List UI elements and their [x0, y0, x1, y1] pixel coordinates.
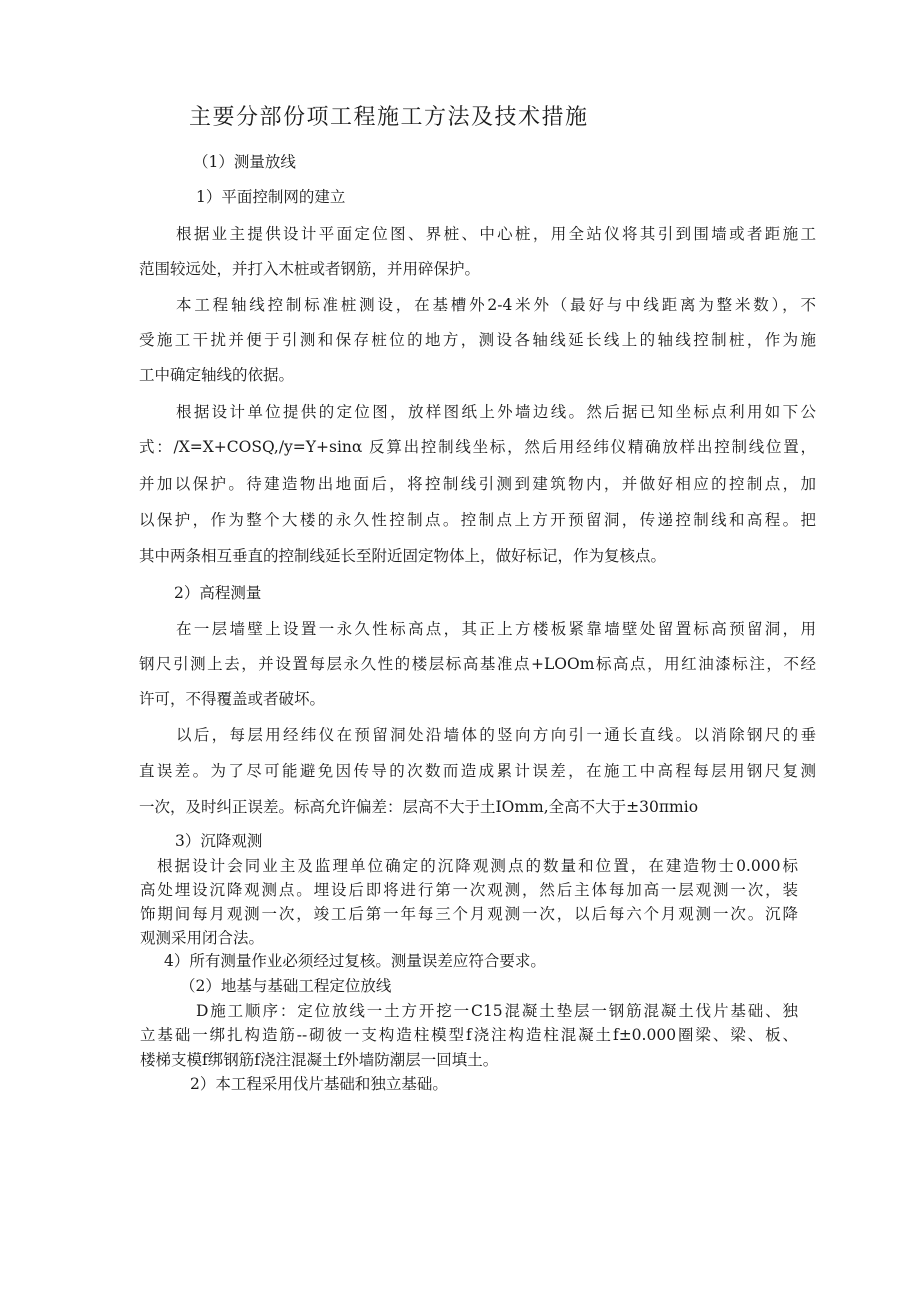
paragraph-line: 立基础一绑扎构造筋--砌彼一支构造柱模型f浇注构造柱混凝土f±0.000圈梁、梁、板、 — [140, 1026, 798, 1044]
section-heading-foundation: （2）地基与基础工程定位放线 — [180, 977, 392, 995]
paragraph-line: 一次，及时纠正误差。标高允许偏差：层高不大于土IOmm,全高不大于±30πmio — [139, 798, 699, 816]
paragraph-line: 许可，不得覆盖或者破坏。 — [139, 690, 326, 708]
paragraph-line: 根据业主提供设计平面定位图、界桩、中心桩，用全站仪将其引到围墙或者距施工 — [176, 225, 816, 243]
paragraph-line: 以保护，作为整个大楼的永久性控制点。控制点上方开预留洞，传递控制线和高程。把 — [139, 511, 816, 529]
paragraph-foundation-type: 2）本工程采用伐片基础和独立基础。 — [190, 1075, 448, 1093]
paragraph-line: 工中确定轴线的依据。 — [139, 366, 295, 384]
paragraph-line: 范围较远处，并打入木桩或者钢筋，并用碎保护。 — [139, 260, 481, 278]
paragraph-line: 在一层墙壁上设置一永久性标高点，其正上方楼板紧靠墙壁处留置标高预留洞，用 — [176, 620, 816, 638]
paragraph-line: 受施工干扰并便于引测和保存桩位的地方，测设各轴线延长线上的轴线控制桩，作为施 — [139, 331, 816, 349]
subsection-heading-elevation: 2）高程测量 — [174, 584, 262, 602]
subsection-heading-plane-control: 1）平面控制网的建立 — [196, 188, 346, 206]
paragraph-line: 本工程轴线控制标准桩测设，在基槽外2-4米外（最好与中线距离为整米数），不 — [176, 296, 816, 314]
paragraph-review: 4）所有测量作业必须经过复核。测量误差应符合要求。 — [164, 952, 546, 970]
paragraph-line: 其中两条相互垂直的控制线延长至附近固定物体上，做好标记，作为复核点。 — [139, 547, 667, 565]
paragraph-line: 观测采用闭合法。 — [140, 929, 265, 947]
document-title: 主要分部份项工程施工方法及技术措施 — [189, 105, 589, 130]
paragraph-line: 钢尺引测上去，并设置每层永久性的楼层标高基准点+LOOm标高点，用红油漆标注，不经 — [139, 655, 816, 673]
paragraph-line: 根据设计单位提供的定位图，放样图纸上外墙边线。然后据已知坐标点利用如下公 — [176, 403, 816, 421]
paragraph-line: 高处埋设沉降观测点。埋设后即将进行第一次观测，然后主体每加高一层观测一次，装 — [140, 881, 798, 899]
paragraph-line: D施工顺序：定位放线一土方开挖一C15混凝土垫层一钢筋混凝土伐片基础、独 — [196, 1002, 798, 1020]
paragraph-line: 式：/X=X+COSQ,/y=Y+sinα 反算出控制线坐标，然后用经纬仪精确放样出控制线位置， — [139, 438, 816, 456]
paragraph-line: 并加以保护。待建造物出地面后，将控制线引测到建筑物内，并做好相应的控制点，加 — [139, 475, 816, 493]
section-heading-surveying: （1）测量放线 — [193, 153, 296, 171]
paragraph-line: 根据设计会同业主及监理单位确定的沉降观测点的数量和位置，在建造物士0.000标 — [157, 857, 798, 875]
paragraph-line: 以后，每层用经纬仪在预留洞处沿墙体的竖向方向引一通长直线。以消除钢尺的垂 — [176, 726, 816, 744]
paragraph-line: 直误差。为了尽可能避免因传导的次数而造成累计误差，在施工中高程每层用钢尺复测 — [139, 762, 816, 780]
subsection-heading-settlement: 3）沉降观测 — [175, 832, 263, 850]
paragraph-line: 楼梯支模f绑钢筋f浇注混凝土f外墙防潮层一回填土。 — [140, 1051, 499, 1069]
paragraph-line: 饰期间每月观测一次，竣工后第一年每三个月观测一次，以后每六个月观测一次。沉降 — [140, 905, 798, 923]
